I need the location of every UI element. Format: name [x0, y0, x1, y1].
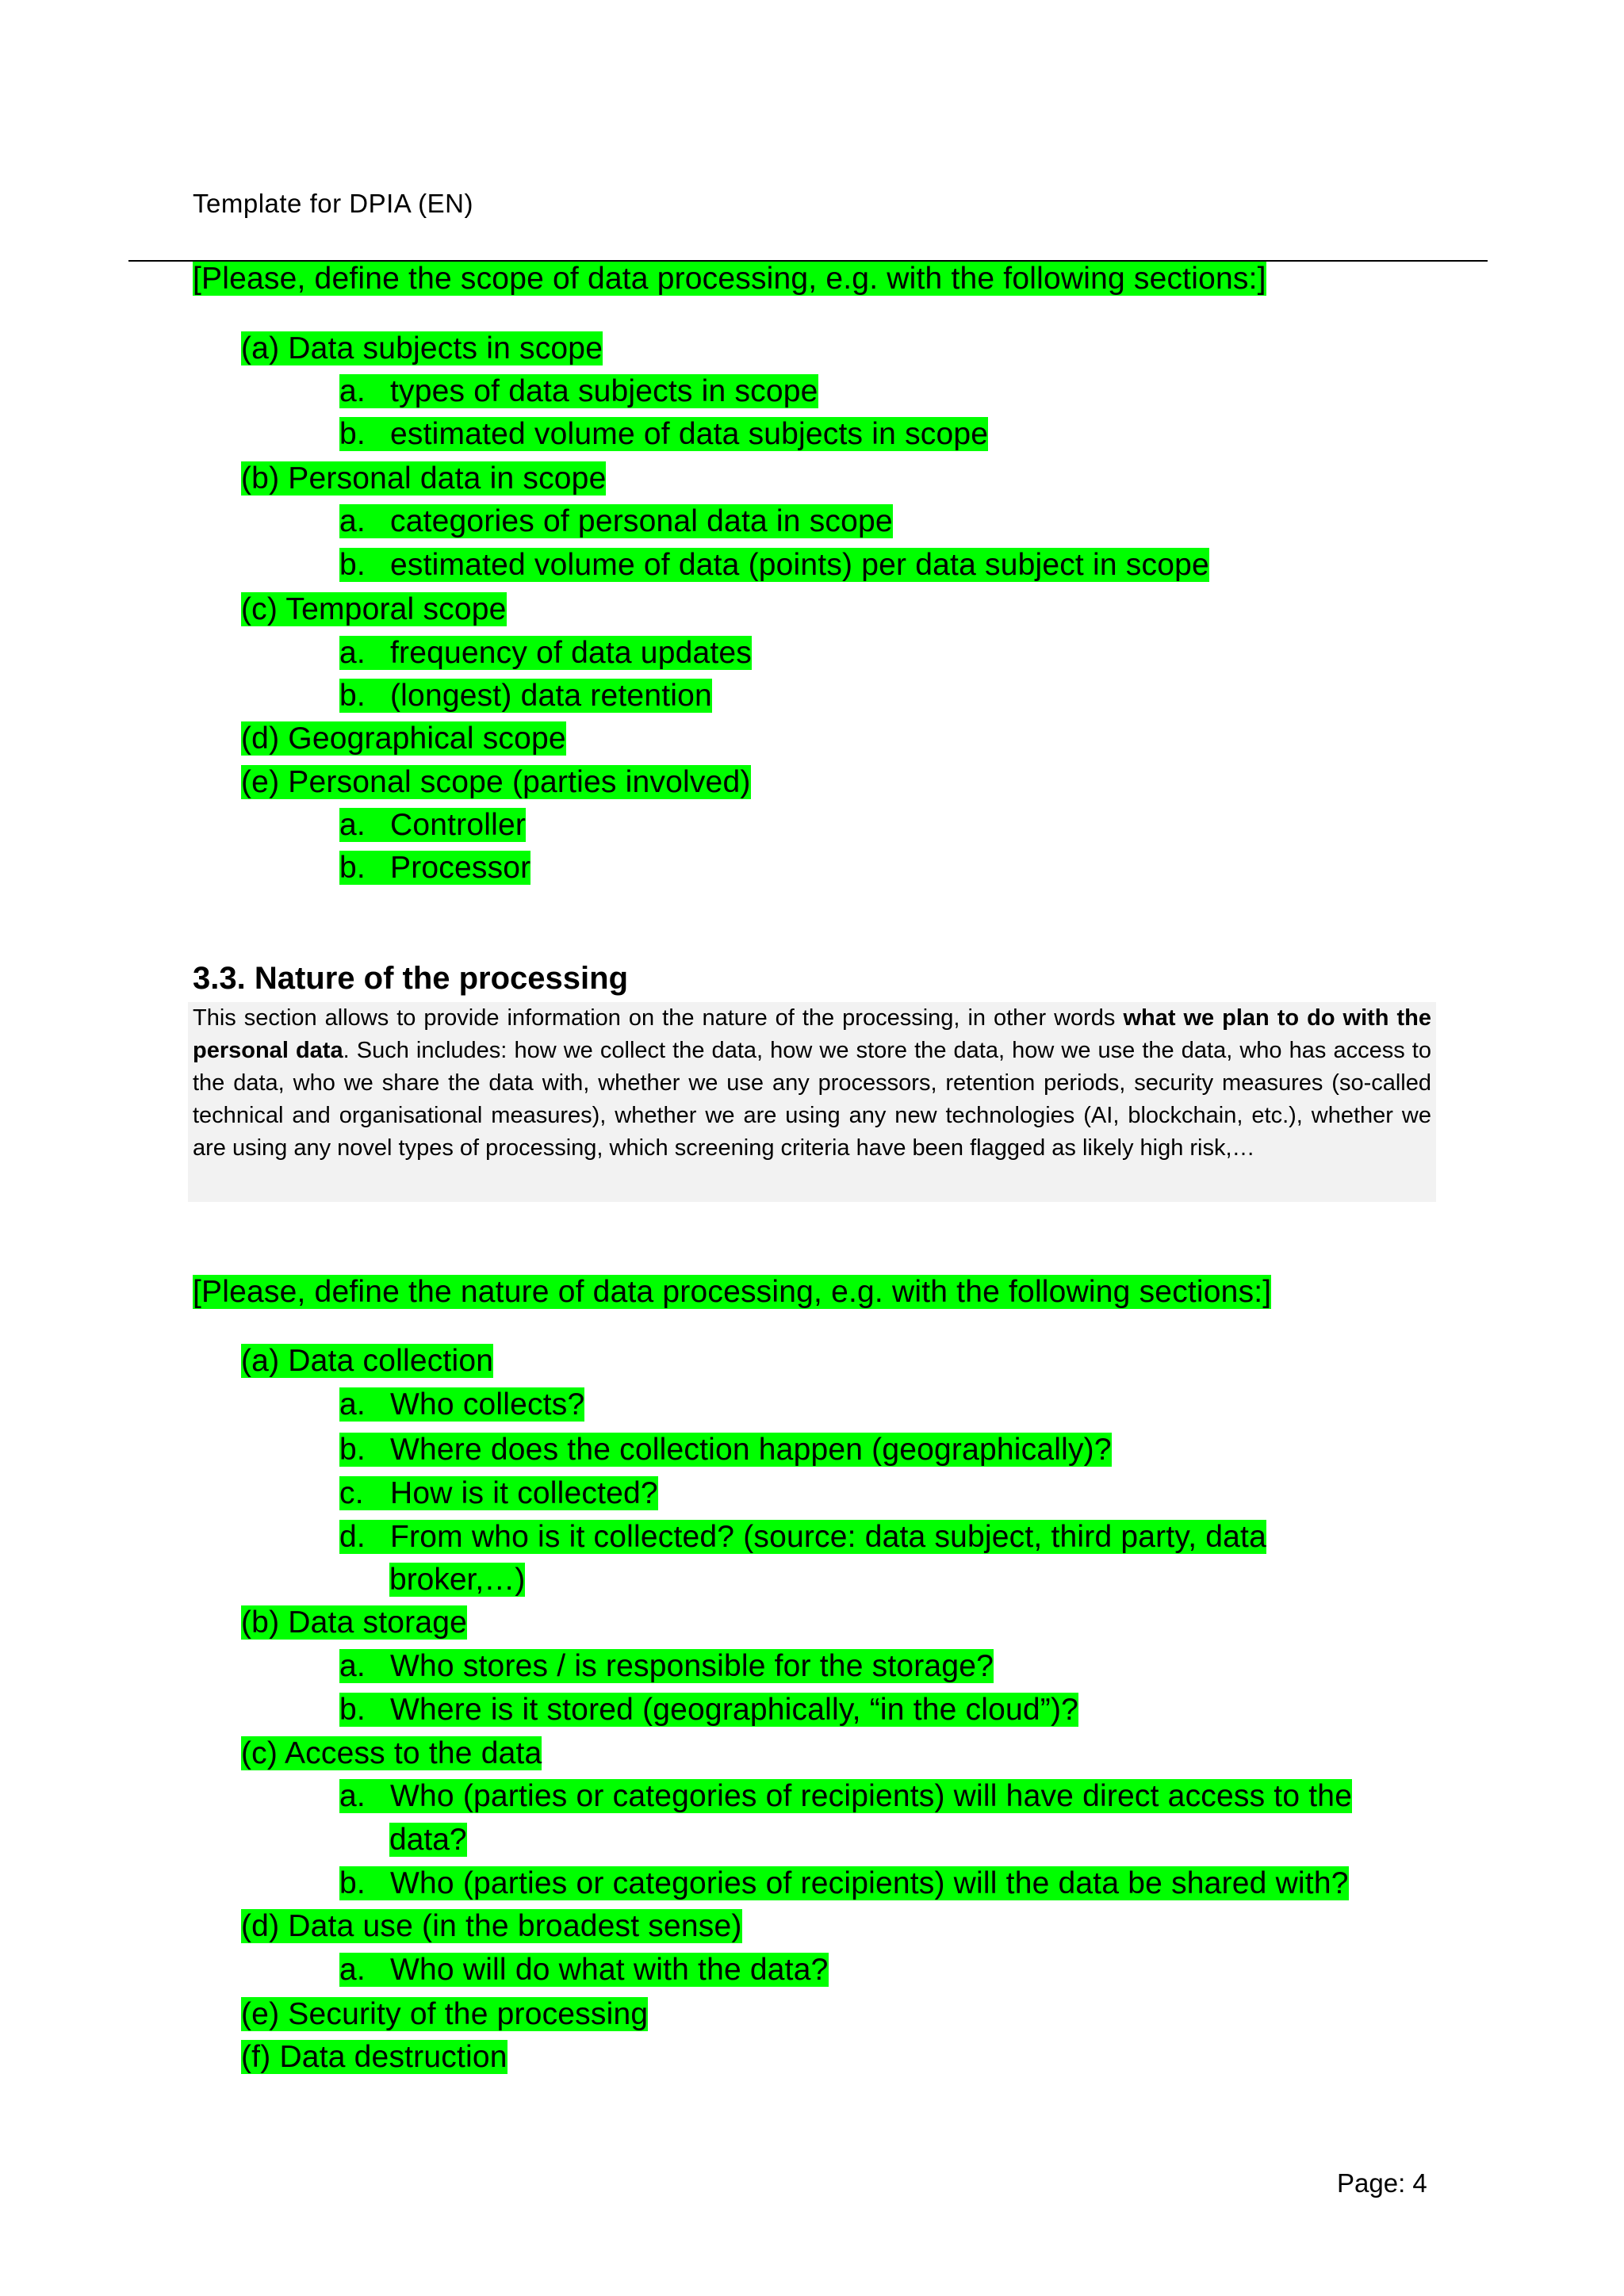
scope-subitem: b. estimated volume of data (points) per data subject in scope: [339, 548, 1209, 582]
list-item-where-stored: b. Where is it stored (geographically, “in the cloud”)?: [339, 1693, 1079, 1727]
list-item-from-who-continued: broker,…): [389, 1563, 526, 1597]
scope-subitem: a. frequency of data updates: [339, 636, 752, 670]
scope-instruction-text: [Please, define the scope of data processing, e.g. with the following sections:]: [193, 262, 1266, 296]
scope-subitem: a. types of data subjects in scope: [339, 374, 818, 408]
list-item-data-collection: (a) Data collection: [241, 1344, 494, 1378]
scope-item: (d) Geographical scope: [241, 721, 566, 756]
list-item-direct-access: a. Who (parties or categories of recipients) will have direct access to the: [339, 1779, 1353, 1813]
list-item-who-does-what: a. Who will do what with the data?: [339, 1953, 829, 1987]
scope-subitem: b. estimated volume of data subjects in scope: [339, 417, 989, 451]
list-item-how-collected: c. How is it collected?: [339, 1476, 658, 1510]
scope-item: (e) Personal scope (parties involved): [241, 765, 751, 799]
scope-item: (a) Data subjects in scope: [241, 331, 603, 365]
list-item-access: (c) Access to the data: [241, 1736, 542, 1770]
running-header: Template for DPIA (EN): [193, 189, 473, 218]
section-heading-nature: 3.3. Nature of the processing: [193, 961, 629, 996]
scope-instruction: [193, 260, 1266, 297]
info-bold: what we plan to do with the personal data: [193, 1005, 1431, 1063]
page-number: Page: 4: [1337, 2168, 1427, 2198]
scope-item: (c) Temporal scope: [241, 592, 507, 626]
list-item-who-stores: a. Who stores / is responsible for the storage?: [339, 1649, 994, 1683]
nature-instruction: [193, 1273, 1271, 1311]
list-item-data-use: (d) Data use (in the broadest sense): [241, 1909, 742, 1943]
scope-subitem: b. Processor: [339, 851, 531, 885]
scope-subitem: a. Controller: [339, 808, 527, 842]
list-item-from-who: d. From who is it collected? (source: data subject, third party, data: [339, 1520, 1266, 1554]
info-paragraph: [188, 1002, 1436, 1165]
list-item-destruction: (f) Data destruction: [241, 2040, 508, 2074]
list-item-shared-with: b. Who (parties or categories of recipients) will the data be shared with?: [339, 1866, 1349, 1900]
list-item-security: (e) Security of the processing: [241, 1997, 649, 2031]
list-item-where-collection: b. Where does the collection happen (geographically)?: [339, 1433, 1112, 1467]
list-item-who-collects: a. Who collects?: [339, 1387, 585, 1422]
list-item-direct-access-continued: data?: [389, 1823, 467, 1857]
list-item-data-storage: (b) Data storage: [241, 1605, 467, 1640]
scope-item: (b) Personal data in scope: [241, 461, 607, 496]
scope-subitem: b. (longest) data retention: [339, 679, 712, 713]
info-lead: This section allows to provide information on the nature of the processing, in other words: [193, 1005, 1124, 1031]
info-rest: . Such includes: how we collect the data, how we store the data, how we use the data, who has access to the data, who we share the data with, whether we use any processors, retention periods, security measures (so-called technical and organisational measures), whether we are using any new technologies (AI, blockchain, etc.), whether we are using any novel types of processing, which screening criteria have been flagged as likely high risk,…: [193, 1038, 1431, 1161]
info-box: [188, 1002, 1436, 1202]
scope-subitem: a. categories of personal data in scope: [339, 504, 893, 538]
nature-instruction-text: [Please, define the nature of data processing, e.g. with the following sections:]: [193, 1275, 1272, 1309]
